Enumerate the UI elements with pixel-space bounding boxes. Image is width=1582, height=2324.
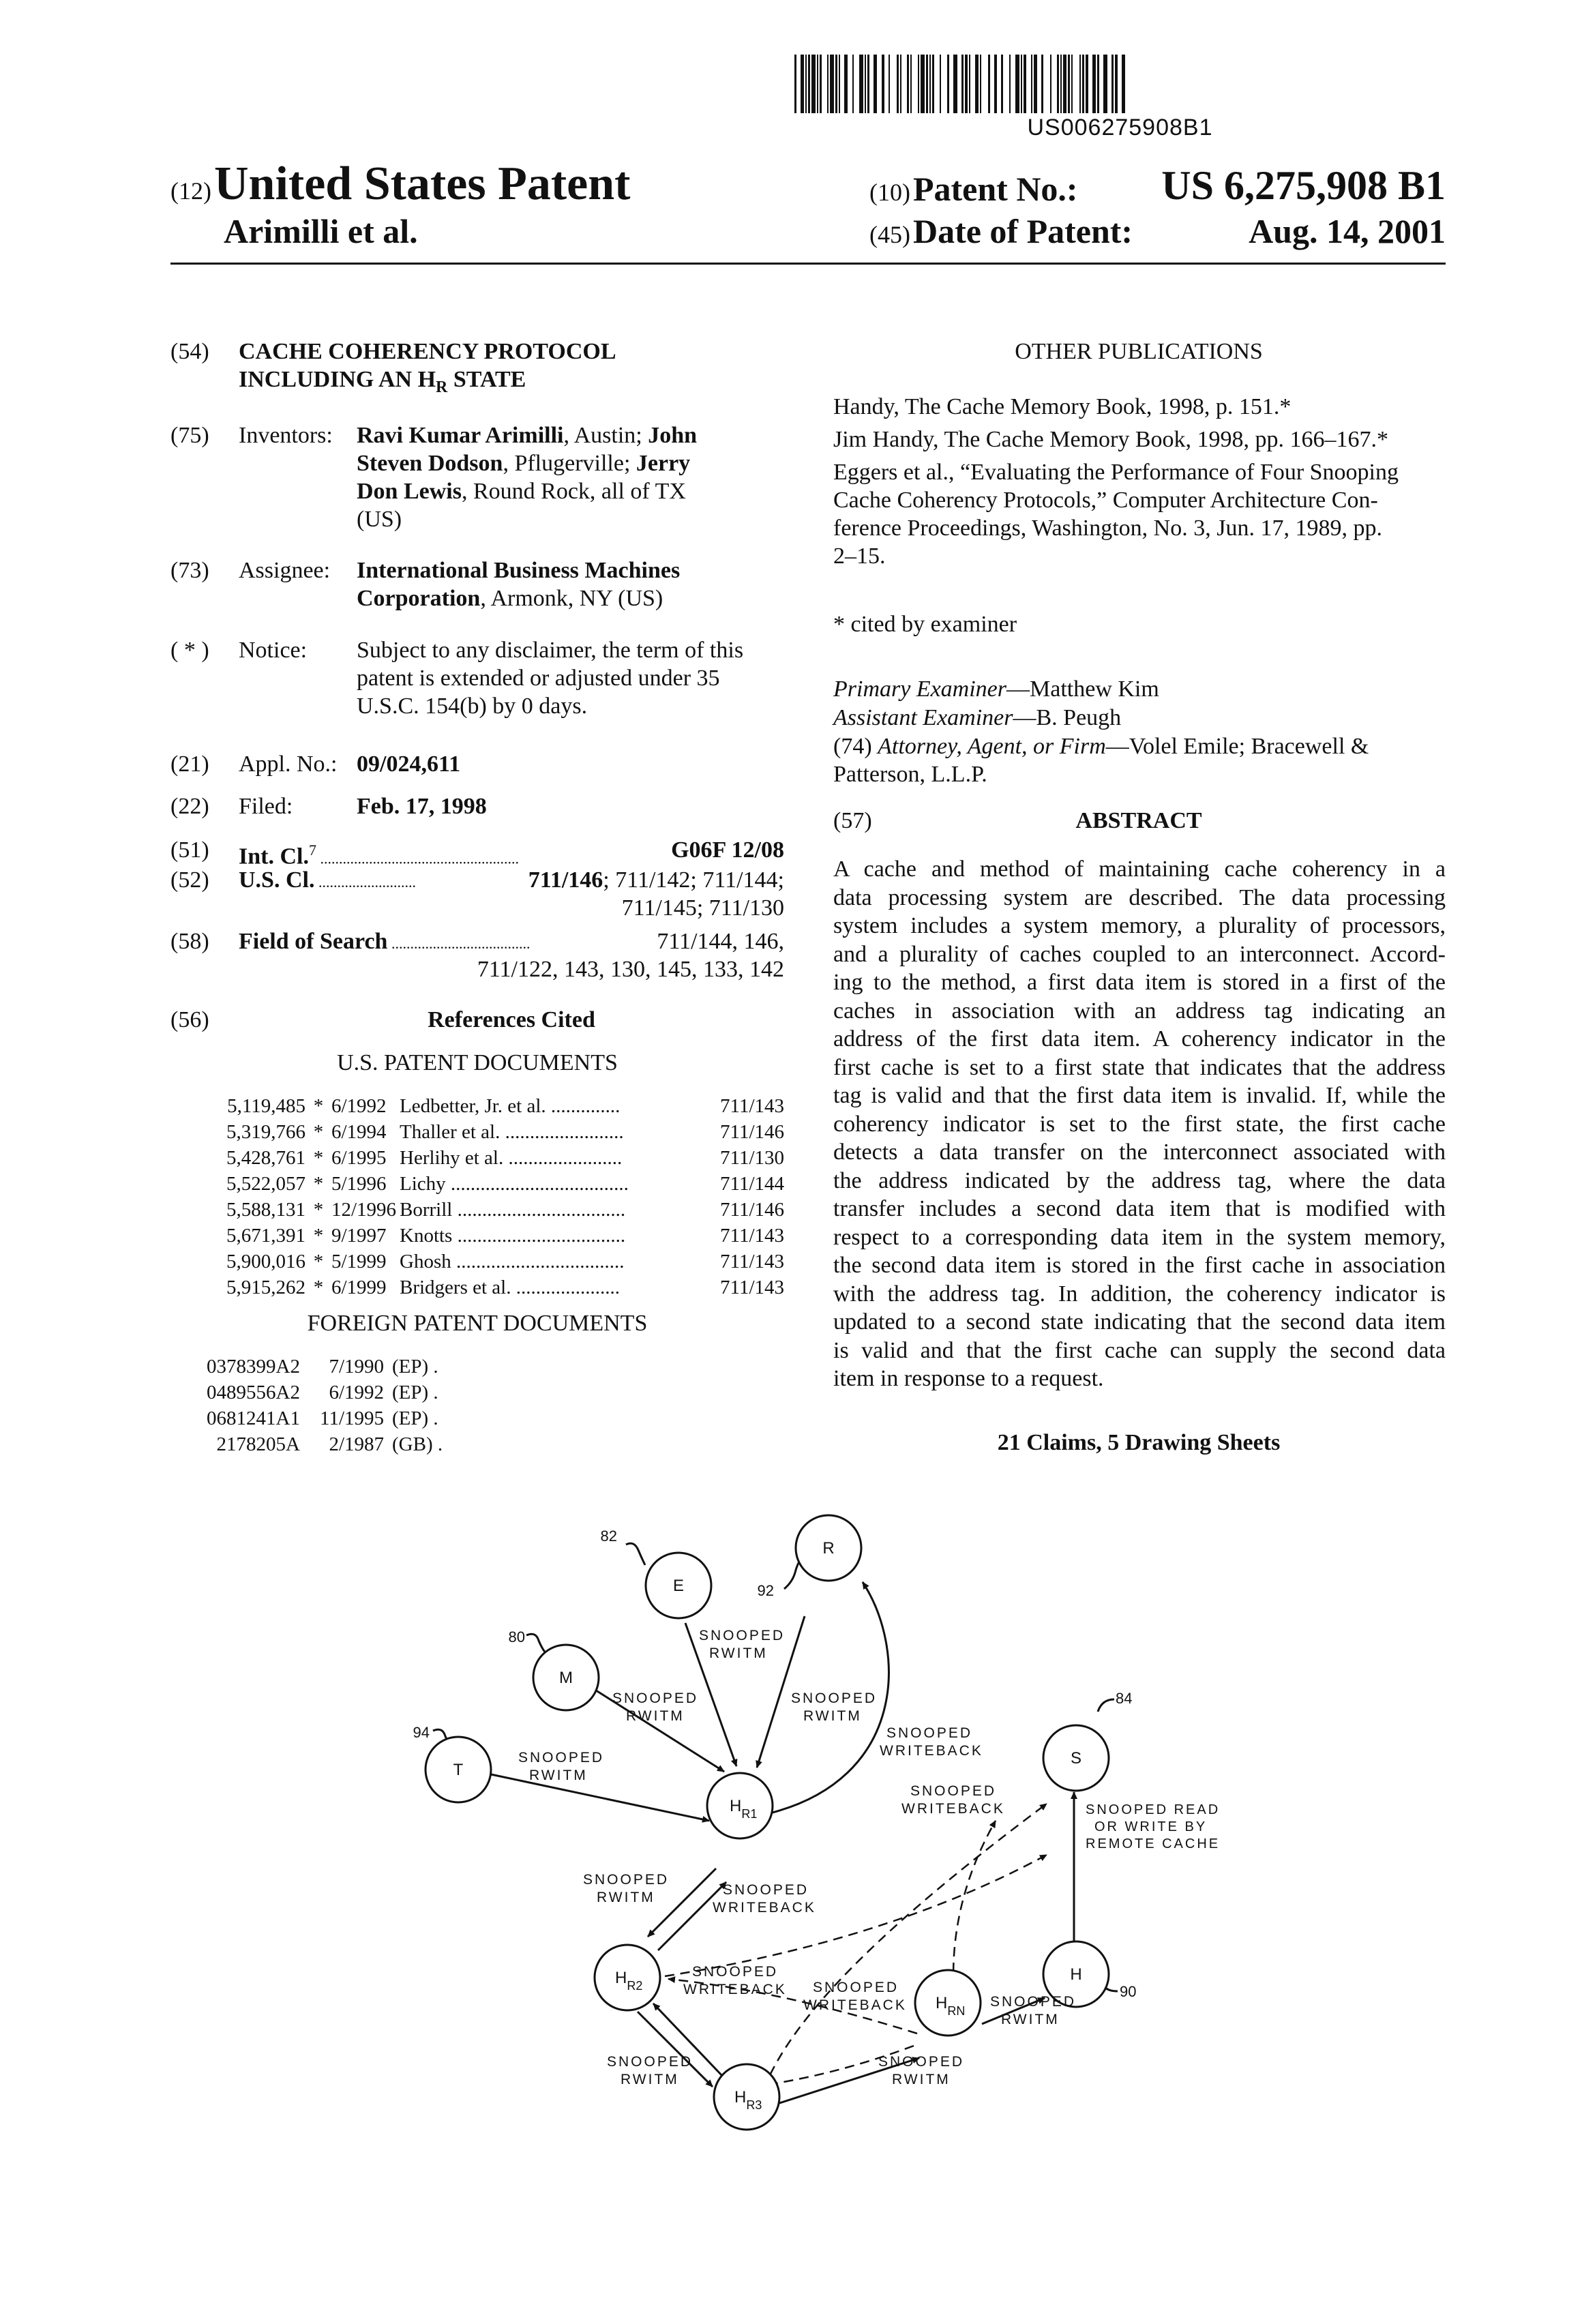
doc-number: 2178205A [216,1433,300,1455]
date: 2/1987 [329,1433,384,1455]
star: * [313,1199,324,1221]
appl-number: 09/024,611 [357,751,461,777]
date-label: Date of Patent: [912,212,1133,250]
class: 711/146 [720,1199,784,1221]
label-hrn-hr3-1: SNOOPED [813,1980,899,1995]
inventor-line: Don Lewis, Round Rock, all of TX [357,479,686,504]
refs-code: (56) [170,1007,209,1032]
label-hr1-r-2: WRITEBACK [880,1743,983,1759]
label-r-hr1-1: SNOOPED [791,1690,878,1706]
class: 711/146 [720,1121,784,1143]
other-publications-title: OTHER PUBLICATIONS [1015,339,1263,364]
abstract-line: tag is valid and that the first data item is invalid. If, while the [833,1083,1446,1108]
node-r-label: R [822,1539,835,1558]
title-text-a: INCLUDING AN H [239,367,436,392]
class: 711/144 [720,1173,784,1195]
date: 5/1999 [331,1251,387,1272]
abstract-line: data processing system are described. The data processing [833,884,1446,910]
label-hr1-r-1: SNOOPED [886,1725,973,1741]
node-hr1-label: $H_{R1}$ [730,1797,758,1821]
inventors-code: (75) [170,423,209,448]
date: 6/1992 [329,1382,384,1403]
claims-summary: 21 Claims, 5 Drawing Sheets [997,1430,1281,1455]
publication-item: Jim Handy, The Cache Memory Book, 1998, pp. 166–167.* [833,427,1389,452]
publication-item: Eggers et al., “Evaluating the Performance of Four Snooping Cache Coherency Protocols,” Computer Architecture Con- ference Proceedings, Washington, No. 3, Jun. 17, 1989, pp. 2–15. [833,460,1399,569]
assignee-label: Assignee: [239,558,331,583]
abstract-line: item in response to a request. [833,1366,1104,1391]
publication-item: Handy, The Cache Memory Book, 1998, p. 151.* [833,394,1292,419]
cited-by-examiner-note: * cited by examiner [833,612,1017,637]
date-code: (45) [869,221,910,248]
attorney: (74) Attorney, Agent, or Firm—Volel Emile; Bracewell & Patterson, L.L.P. [833,734,1369,787]
name: Knotts .................................. [400,1225,626,1247]
ref-leader-82 [626,1543,645,1565]
doc-number: 0489556A2 [207,1382,300,1403]
label-to-s-2: WRITEBACK [901,1801,1005,1817]
star: * [313,1173,324,1195]
name: Bridgers et al. ..................... [400,1277,620,1298]
class: 711/143 [720,1225,784,1247]
label-remote-1: SNOOPED READ [1086,1802,1221,1817]
abstract-title: ABSTRACT [1075,808,1202,833]
notice-code: ( * ) [170,638,209,663]
patent-no-code: (10) [869,179,910,206]
abstract-line: the second data item is stored in the first cache in association [833,1253,1446,1278]
state-diagram [0,1487,1582,2134]
country: (EP) . [392,1382,438,1403]
label-hr2-hr1-1: SNOOPED [723,1882,809,1898]
class: 711/143 [720,1095,784,1117]
star: * [313,1225,324,1247]
abstract-line: system includes a system memory, a plurality of processors, [833,913,1446,938]
node-s-label: S [1070,1749,1082,1768]
abstract-line: with the address tag. In addition, the coherency indicator is [833,1281,1446,1307]
filed-label: Filed: [239,794,293,819]
label-e-hr1-1: SNOOPED [699,1628,786,1643]
abstract-line: updated to a second state indicating that the second data item [833,1309,1446,1335]
name: Lichy .................................... [400,1173,629,1195]
doc-number: 0681241A1 [207,1407,300,1429]
label-hrn-hr2-1: SNOOPED [692,1964,779,1980]
abstract-code: (57) [833,808,872,833]
ref-90: 90 [1120,1983,1137,2000]
title-code: (54) [170,339,209,364]
ref-leader-80 [526,1634,547,1654]
inventors-short: Arimilli et al. [224,212,418,250]
ref-leader-84 [1098,1699,1114,1712]
abstract-text [833,855,1446,1393]
assignee-location: , Armonk, NY (US) [480,586,663,611]
inventor-line: Steven Dodson, Pflugerville; Jerry [357,451,691,476]
node-hr3 [714,2064,779,2130]
name: Borrill .................................. [400,1199,626,1221]
patent-number: US 6,275,908 B1 [1161,163,1446,208]
appl-label: Appl. No.: [239,751,338,777]
patent-number: 5,915,262 [226,1277,305,1298]
label-hr3-hrn-2: RWITM [892,2072,951,2087]
node-hr2 [595,1945,660,2010]
date: 9/1997 [331,1225,387,1247]
abstract-line: coherency indicator is set to the first state, the first cache [833,1111,1446,1137]
label-remote-3: REMOTE CACHE [1086,1836,1221,1851]
star: * [313,1147,324,1169]
node-m-label: M [559,1669,573,1687]
date: 12/1996 [331,1199,397,1221]
title-subscript: R [436,378,448,396]
abstract-line: detects a data transfer on the interconnect associated with [833,1139,1446,1165]
uscl-code: (52) [170,867,209,893]
node-hrn [915,1970,981,2036]
patent-number: 5,119,485 [227,1095,305,1117]
node-hrn-label: $H_{RN}$ [936,1994,966,2018]
notice-text: Subject to any disclaimer, the term of this patent is extended or adjusted under 35 U.S.C. 154(b) by 0 days. [357,638,744,719]
appl-code: (21) [170,751,209,777]
assignee-corp: Corporation [357,586,481,611]
search-code: (58) [170,929,209,954]
other-publications [833,393,1446,570]
label-hr3-hrn-1: SNOOPED [878,2054,965,2070]
label-hr2-hr3-2: RWITM [621,2072,679,2087]
node-t-label: T [453,1761,464,1779]
class: 711/143 [720,1251,784,1272]
date: 6/1999 [331,1277,387,1298]
abstract-line: the address indicated by the address tag, where the data [833,1167,1446,1193]
primary-examiner: Primary Examiner—Matthew Kim [833,676,1159,702]
label-hrn-hr3-2: WRITEBACK [803,1997,907,2013]
patent-number: 5,428,761 [226,1147,305,1169]
label-r-hr1-2: RWITM [803,1708,862,1724]
title-text-b: STATE [447,367,526,392]
invention-title-line1: CACHE COHERENCY PROTOCOL [239,339,616,364]
kind-code: (12) [170,177,211,205]
star: * [313,1121,324,1143]
patent-no-label: Patent No.: [912,170,1078,208]
label-hr2-hr1-2: WRITEBACK [713,1900,816,1916]
document-title: United States Patent [213,158,631,210]
label-hr1-hr2-2: RWITM [597,1890,655,1905]
node-h-label: H [1070,1965,1082,1984]
foreign-patent-docs-title: FOREIGN PATENT DOCUMENTS [307,1311,648,1336]
country: (GB) . [392,1433,443,1455]
assistant-examiner: Assistant Examiner—B. Peugh [833,705,1122,730]
class: 711/143 [720,1277,784,1298]
abstract-line: transfer includes a second data item that is modified with [833,1196,1446,1221]
int-cl: Int. Cl.$^7$ ..................................................... G06F 12/08 [239,837,784,869]
inventor-line: (US) [357,507,402,532]
abstract-line: address of the first data item. A coherency indicator in the [833,1026,1446,1052]
references-cited-title: References Cited [428,1007,595,1032]
patent-number: 5,671,391 [226,1225,305,1247]
date: 7/1990 [329,1356,384,1377]
abstract-line: and a plurality of caches coupled to an interconnect. Accord- [833,941,1446,967]
star: * [313,1277,324,1298]
int-cl-value: G06F 12/08 [671,837,784,863]
star: * [313,1251,324,1272]
filed-code: (22) [170,794,209,819]
doc-number: 0378399A2 [207,1356,300,1377]
us-cl: U.S. Cl. .......................... 711/146; 711/142; 711/144; 711/145; 711/130 [239,867,784,921]
notice-label: Notice: [239,638,308,663]
star: * [313,1095,324,1117]
label-m-hr1-2: RWITM [626,1708,685,1724]
label-hrn-h-1: SNOOPED [990,1994,1077,2010]
date: 6/1994 [331,1121,387,1143]
name: Thaller et al. ........................ [400,1121,624,1143]
patent-number: 5,900,016 [226,1251,305,1272]
label-hrn-hr2-2: WRITEBACK [683,1982,787,1997]
us-patent-docs-title: U.S. PATENT DOCUMENTS [337,1050,618,1075]
label-m-hr1-1: SNOOPED [612,1690,699,1706]
country: (EP) . [392,1356,438,1377]
edge-t-hr1 [491,1774,709,1821]
patent-number: 5,319,766 [226,1121,305,1143]
label-t-hr1-2: RWITM [529,1768,588,1783]
abstract-line: respect to a corresponding data item in the system memory, [833,1224,1446,1250]
edge-hr2-s-dashed [665,1855,1047,1976]
assignee-code: (73) [170,558,209,583]
inventors-label: Inventors: [239,423,333,448]
abstract-line: is valid and that the first cache can supply the second data [833,1337,1446,1363]
ref-80: 80 [508,1628,525,1645]
ref-82: 82 [600,1528,617,1545]
class: 711/130 [720,1147,784,1169]
filed-date: Feb. 17, 1998 [357,794,487,819]
label-to-s-1: SNOOPED [910,1783,997,1799]
ref-94: 94 [413,1724,430,1741]
date: 6/1992 [331,1095,387,1117]
name: Ledbetter, Jr. et al. .............. [400,1095,621,1117]
date: 5/1996 [331,1173,387,1195]
ref-84: 84 [1116,1690,1133,1707]
abstract-line: caches in association with an address tag indicating an [833,998,1446,1024]
date: 11/1995 [320,1407,384,1429]
field-of-search: Field of Search ..................................... 711/144, 146, 711/122, 143, 130, 145, 133, 142 [239,929,784,982]
publication-number: US006275908B1 [1027,115,1213,140]
ref-92: 92 [757,1582,774,1599]
patent-number: 5,588,131 [226,1199,305,1221]
name: Herlihy et al. ....................... [400,1147,623,1169]
date: 6/1995 [331,1147,387,1169]
inventor-line: Ravi Kumar Arimilli, Austin; John [357,423,698,448]
assignee-name: International Business Machines [357,558,681,583]
patent-number: 5,522,057 [226,1173,305,1195]
label-hr2-hr3-1: SNOOPED [607,2054,693,2070]
abstract-line: first cache is set to a first state that indicates that the address [833,1054,1446,1080]
label-hrn-h-2: RWITM [1001,2012,1060,2027]
node-hr3-label: $H_{R3}$ [734,2088,762,2112]
label-e-hr1-2: RWITM [709,1645,768,1661]
intcl-code: (51) [170,837,209,863]
label-remote-2: OR WRITE BY [1094,1819,1208,1834]
abstract-line: A cache and method of maintaining cache coherency in a [833,856,1446,882]
date-of-patent: Aug. 14, 2001 [1249,212,1446,250]
label-t-hr1-1: SNOOPED [518,1750,605,1766]
country: (EP) . [392,1407,438,1429]
abstract-line: ing to the method, a first data item is stored in a first of the [833,970,1446,995]
node-hr2-label: $H_{R2}$ [615,1969,643,1993]
label-hr1-hr2-1: SNOOPED [583,1872,670,1888]
name: Ghosh .................................. [400,1251,625,1272]
node-e-label: E [672,1577,685,1595]
